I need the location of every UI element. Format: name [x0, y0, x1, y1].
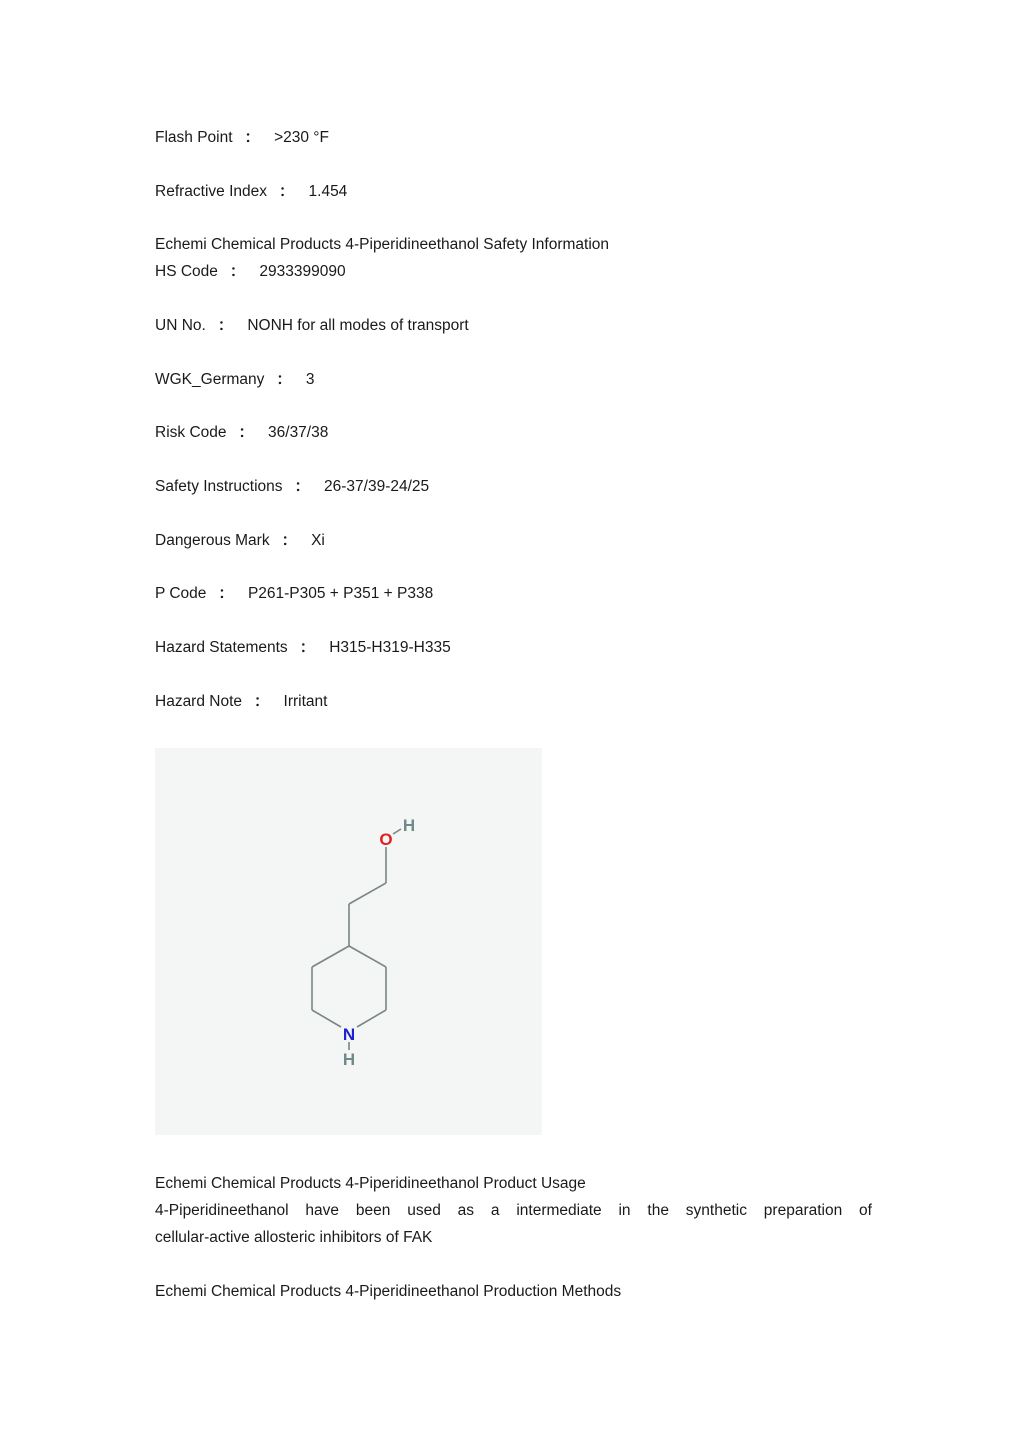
- usage-text-line2: cellular-active allosteric inhibitors of FAK: [155, 1229, 433, 1246]
- safety-instructions-row: [155, 477, 429, 497]
- flash-point-row: [155, 128, 329, 148]
- hazard-note-value: Irritant: [283, 693, 328, 710]
- wgk-germany-value: 3: [305, 371, 315, 388]
- separator: ：: [254, 693, 270, 710]
- safety-instructions-value: 26-37/39-24/25: [324, 478, 430, 495]
- ring-bond-4: [312, 1010, 341, 1027]
- p-code-row: [155, 584, 433, 604]
- molecule-structure: [155, 748, 542, 1135]
- amine-hydrogen-atom: H: [342, 1050, 356, 1069]
- structure-image: [155, 748, 542, 1135]
- ring-bond-1: [349, 946, 386, 967]
- risk-code-label: Risk Code: [155, 424, 227, 441]
- risk-code-row: [155, 423, 328, 443]
- dangerous-mark-row: [155, 531, 325, 551]
- separator: ：: [229, 263, 246, 280]
- bonds: [312, 829, 401, 1050]
- hs-code-value: 2933399090: [259, 263, 346, 280]
- p-code-label: P Code: [155, 585, 207, 602]
- wgk-germany-row: [155, 370, 315, 390]
- separator: ：: [299, 639, 316, 656]
- flash-point-label: Flash Point: [155, 129, 233, 146]
- dangerous-mark-label: Dangerous Mark: [155, 532, 270, 549]
- ring-bond-3: [357, 1010, 386, 1027]
- un-number-value: NONH for all modes of transport: [247, 317, 469, 334]
- wgk-germany-label: WGK_Germany: [155, 371, 265, 388]
- hazard-statements-row: [155, 638, 451, 658]
- hazard-note-row: [155, 692, 327, 712]
- separator: ：: [281, 532, 298, 549]
- separator: ：: [244, 129, 261, 146]
- un-number-label: UN No.: [155, 317, 206, 334]
- separator: ：: [217, 317, 234, 334]
- usage-heading: Echemi Chemical Products 4-Piperidineethanol Product Usage: [155, 1175, 586, 1192]
- hs-code-row: [155, 262, 346, 282]
- un-number-row: [155, 316, 469, 336]
- refractive-index-row: [155, 182, 347, 202]
- risk-code-value: 36/37/38: [268, 424, 329, 441]
- oh-bond: [393, 829, 401, 834]
- separator: ：: [279, 183, 295, 200]
- nitrogen-atom: N: [342, 1025, 356, 1044]
- oxygen-atom: O: [379, 830, 393, 849]
- ring-bond-6: [312, 946, 349, 967]
- dangerous-mark-value: Xi: [311, 532, 325, 549]
- p-code-value: P261-P305 + P351 + P338: [247, 585, 434, 602]
- separator: ：: [294, 478, 311, 495]
- separator: ：: [276, 371, 292, 388]
- flash-point-value: >230 °F: [274, 129, 329, 146]
- hs-code-label: HS Code: [155, 263, 218, 280]
- separator: ：: [238, 424, 255, 441]
- hazard-statements-value: H315-H319-H335: [329, 639, 451, 656]
- production-heading: Echemi Chemical Products 4-Piperidineethanol Production Methods: [155, 1283, 622, 1300]
- hydroxyl-hydrogen-atom: H: [402, 816, 416, 835]
- refractive-index-value: 1.454: [308, 183, 348, 200]
- hazard-note-label: Hazard Note: [155, 693, 243, 710]
- safety-instructions-label: Safety Instructions: [155, 478, 283, 495]
- chain-bond-1: [349, 883, 386, 904]
- usage-text-line1: 4-Piperidineethanol have been used as a intermediate in the synthetic preparation of: [155, 1202, 872, 1219]
- separator: ：: [218, 585, 234, 602]
- safety-heading: Echemi Chemical Products 4-Piperidineethanol Safety Information: [155, 236, 610, 253]
- hazard-statements-label: Hazard Statements: [155, 639, 288, 656]
- refractive-index-label: Refractive Index: [155, 183, 267, 200]
